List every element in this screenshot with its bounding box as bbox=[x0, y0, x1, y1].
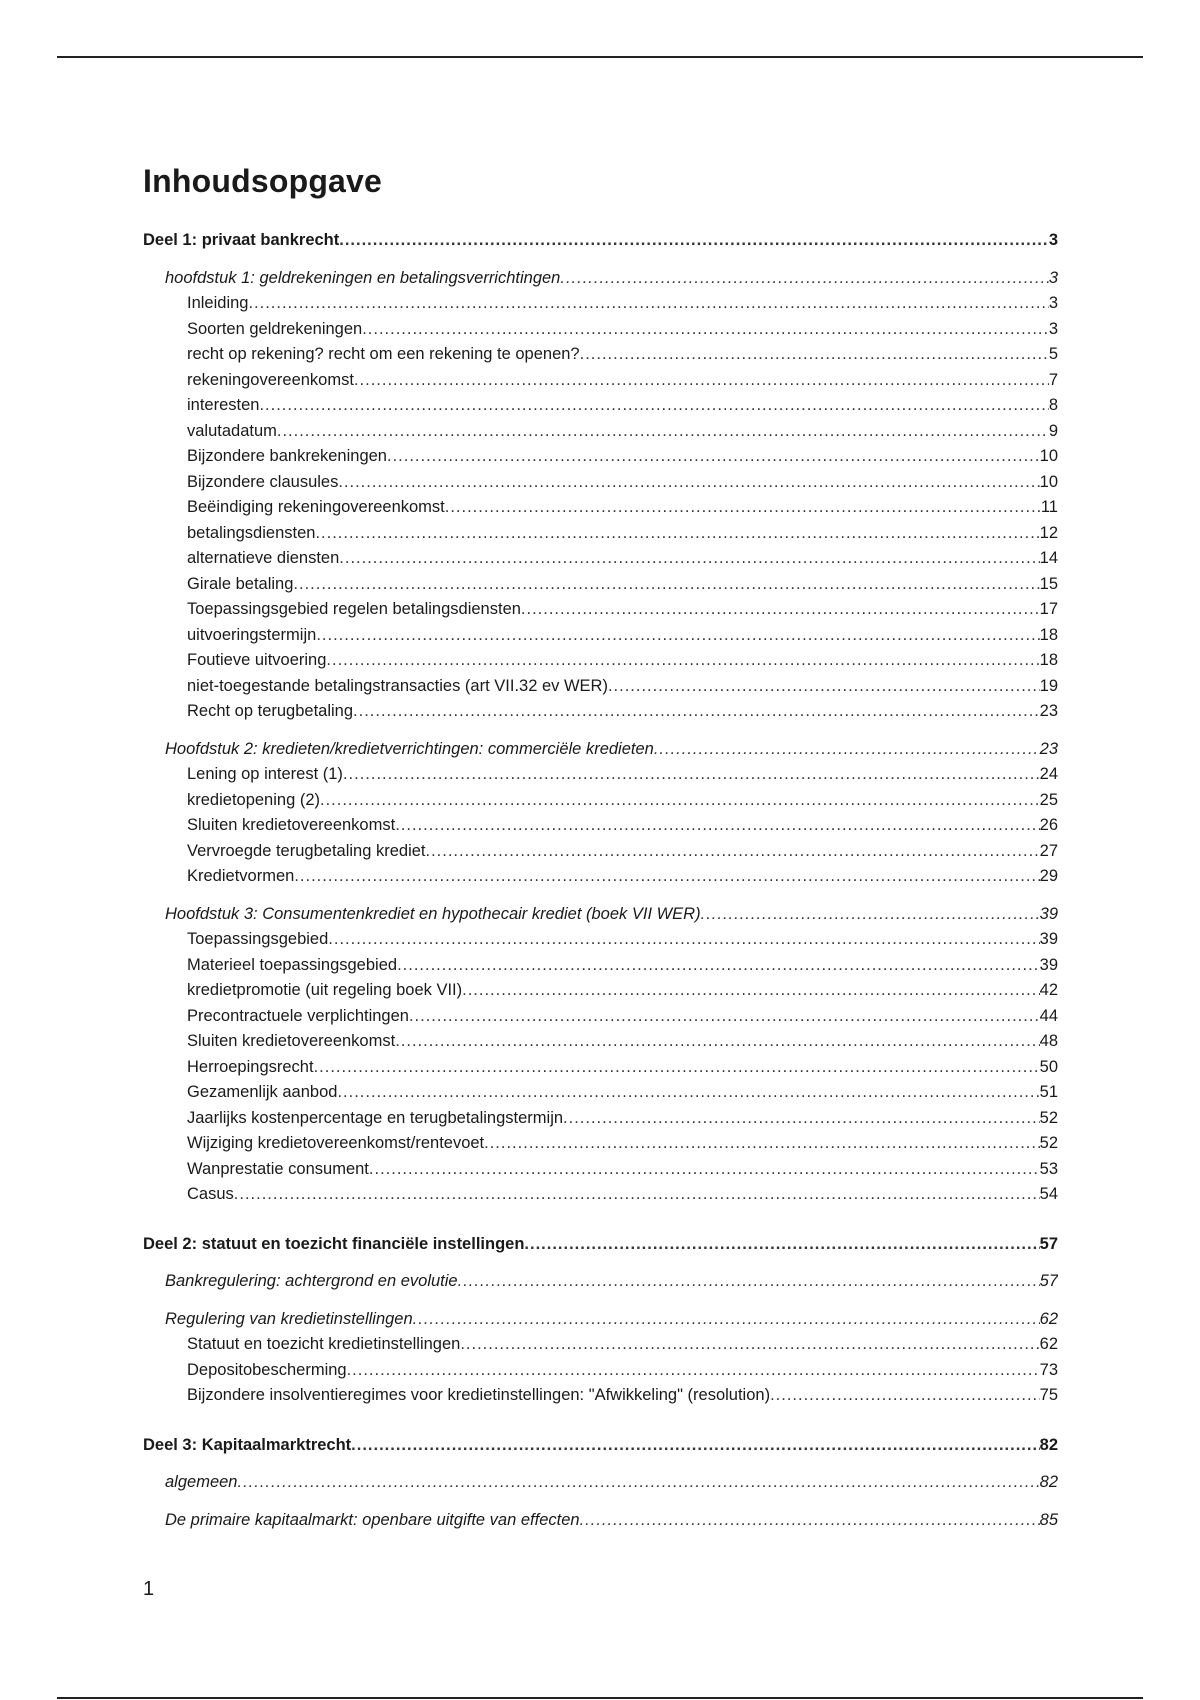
dot-leader bbox=[320, 788, 1040, 814]
toc-entry-page: 3 bbox=[1048, 268, 1058, 287]
dot-leader bbox=[343, 762, 1040, 788]
dot-leader bbox=[347, 1358, 1040, 1384]
toc-entry-page: 18 bbox=[1039, 651, 1058, 669]
dot-leader bbox=[397, 953, 1040, 979]
toc-entry-label: Toepassingsgebied regelen betalingsdiensten bbox=[187, 600, 521, 618]
dot-leader bbox=[580, 342, 1049, 368]
toc-entry[interactable] bbox=[143, 228, 1058, 254]
toc-entry-page: 5 bbox=[1048, 345, 1058, 363]
toc-entry[interactable] bbox=[143, 699, 1058, 725]
toc-entry-page: 39 bbox=[1039, 955, 1058, 974]
toc-entry[interactable] bbox=[143, 1358, 1058, 1384]
dot-leader bbox=[294, 864, 1039, 890]
toc-entry-page: 10 bbox=[1039, 472, 1058, 491]
dot-leader bbox=[362, 317, 1049, 343]
toc-entry[interactable] bbox=[143, 1508, 1058, 1534]
toc-entry-label: Depositobescherming bbox=[187, 1360, 347, 1379]
toc-entry-label: Lening op interest (1) bbox=[187, 765, 343, 783]
dot-leader bbox=[248, 291, 1048, 317]
toc-entry-label: alternatieve diensten bbox=[187, 549, 340, 567]
toc-entry[interactable] bbox=[143, 546, 1058, 572]
toc-entry[interactable] bbox=[143, 521, 1058, 547]
toc-entry-page: 8 bbox=[1048, 396, 1058, 414]
dot-leader bbox=[354, 368, 1049, 394]
dot-leader bbox=[339, 228, 1049, 254]
toc-entry-page: 12 bbox=[1039, 523, 1058, 542]
toc-entry-page: 25 bbox=[1039, 790, 1058, 809]
dot-leader bbox=[770, 1383, 1040, 1409]
dot-leader bbox=[395, 813, 1039, 839]
toc-entry-label: Precontractuele verplichtingen bbox=[187, 1006, 409, 1025]
toc-entry-label: rekeningovereenkomst bbox=[187, 370, 354, 389]
toc-entry-page: 82 bbox=[1039, 1435, 1058, 1454]
toc-entry[interactable] bbox=[143, 1004, 1058, 1030]
toc-entry-label: Bijzondere insolventieregimes voor kredietinstellingen: "Afwikkeling" (resolution) bbox=[187, 1386, 771, 1404]
toc-entry[interactable] bbox=[143, 953, 1058, 979]
toc-entry-label: De primaire kapitaalmarkt: openbare uitgifte van effecten bbox=[165, 1510, 580, 1529]
dot-leader bbox=[458, 1269, 1040, 1295]
toc-entry-label: Foutieve uitvoering bbox=[187, 651, 327, 669]
dot-leader bbox=[608, 674, 1040, 700]
toc-entry-page: 24 bbox=[1039, 765, 1058, 783]
toc-entry-page: 57 bbox=[1039, 1234, 1058, 1253]
toc-entry[interactable] bbox=[143, 623, 1058, 649]
toc-entry-label: Soorten geldrekeningen bbox=[187, 319, 363, 338]
dot-leader bbox=[413, 1307, 1040, 1333]
toc-entry-label: Casus bbox=[187, 1185, 234, 1203]
toc-entry[interactable] bbox=[143, 864, 1058, 890]
toc-entry[interactable] bbox=[143, 737, 1058, 763]
toc-entry-label: Wijziging kredietovereenkomst/rentevoet bbox=[187, 1134, 485, 1152]
toc-entry[interactable] bbox=[143, 1106, 1058, 1132]
toc-entry[interactable] bbox=[143, 788, 1058, 814]
toc-entry[interactable] bbox=[143, 597, 1058, 623]
toc-entry-page: 52 bbox=[1039, 1108, 1058, 1127]
toc-entry[interactable] bbox=[143, 291, 1058, 317]
toc-entry[interactable] bbox=[143, 674, 1058, 700]
toc-entry-label: Recht op terugbetaling bbox=[187, 702, 354, 720]
dot-leader bbox=[563, 1106, 1040, 1132]
toc-entry-label: algemeen bbox=[165, 1473, 238, 1491]
dot-leader bbox=[326, 648, 1039, 674]
toc-entry-label: valutadatum bbox=[187, 421, 277, 440]
toc-entry-page: 26 bbox=[1039, 816, 1058, 834]
toc-entry-label: Regulering van kredietinstellingen bbox=[165, 1309, 413, 1328]
toc-entry-label: interesten bbox=[187, 396, 260, 414]
toc-entry-page: 10 bbox=[1039, 447, 1058, 465]
toc-entry[interactable] bbox=[143, 1131, 1058, 1157]
dot-leader bbox=[521, 597, 1040, 623]
toc-entry[interactable] bbox=[143, 393, 1058, 419]
dot-leader bbox=[328, 927, 1039, 953]
dot-leader bbox=[701, 902, 1040, 928]
toc-entry[interactable] bbox=[143, 470, 1058, 496]
footer-rule bbox=[57, 1697, 1143, 1699]
toc-entry[interactable] bbox=[143, 317, 1058, 343]
toc-entry[interactable] bbox=[143, 1269, 1058, 1295]
toc-entry[interactable] bbox=[143, 1080, 1058, 1106]
toc-entry-label: Deel 2: statuut en toezicht financiële instellingen bbox=[143, 1234, 525, 1253]
toc-entry-page: 50 bbox=[1039, 1057, 1058, 1076]
dot-leader bbox=[369, 1157, 1040, 1183]
toc-entry[interactable] bbox=[143, 1307, 1058, 1333]
toc-entry-label: Herroepingsrecht bbox=[187, 1057, 314, 1076]
dot-leader bbox=[277, 419, 1049, 445]
toc-entry-page: 73 bbox=[1039, 1360, 1058, 1379]
toc-entry[interactable] bbox=[143, 839, 1058, 865]
toc-entry-label: betalingsdiensten bbox=[187, 523, 316, 542]
toc-entry-page: 19 bbox=[1039, 676, 1058, 695]
toc-entry-page: 23 bbox=[1039, 702, 1058, 720]
dot-leader bbox=[314, 1055, 1040, 1081]
toc-entry-label: uitvoeringstermijn bbox=[187, 625, 317, 644]
toc-entry-label: niet-toegestande betalingstransacties (art VII.32 ev WER) bbox=[187, 676, 608, 695]
toc-entry-page: 27 bbox=[1039, 841, 1058, 860]
toc-entry-label: Materieel toepassingsgebied bbox=[187, 955, 398, 974]
dot-leader bbox=[460, 1332, 1039, 1358]
toc-entry-page: 18 bbox=[1039, 625, 1058, 644]
dot-leader bbox=[293, 572, 1039, 598]
toc-entry-label: Girale betaling bbox=[187, 574, 294, 593]
dot-leader bbox=[316, 623, 1039, 649]
dot-leader bbox=[445, 495, 1041, 521]
table-of-contents bbox=[143, 228, 1058, 1533]
toc-entry[interactable] bbox=[143, 1182, 1058, 1208]
toc-entry-page: 51 bbox=[1039, 1083, 1058, 1101]
dot-leader bbox=[462, 978, 1040, 1004]
toc-entry[interactable] bbox=[143, 1232, 1058, 1258]
toc-entry-label: kredietpromotie (uit regeling boek VII) bbox=[187, 981, 463, 999]
toc-entry-page: 39 bbox=[1039, 930, 1058, 948]
toc-entry-label: Inleiding bbox=[187, 294, 249, 312]
toc-entry-page: 75 bbox=[1039, 1386, 1058, 1404]
toc-entry-label: Bankregulering: achtergrond en evolutie bbox=[165, 1272, 458, 1290]
dot-leader bbox=[237, 1470, 1039, 1496]
toc-entry[interactable] bbox=[143, 927, 1058, 953]
toc-entry-page: 44 bbox=[1039, 1006, 1058, 1025]
toc-entry-page: 54 bbox=[1039, 1185, 1058, 1203]
page-title: Inhoudsopgave bbox=[143, 163, 383, 199]
dot-leader bbox=[580, 1508, 1040, 1534]
toc-entry-page: 11 bbox=[1040, 498, 1058, 516]
toc-entry-page: 14 bbox=[1039, 549, 1058, 567]
toc-entry-label: Beëindiging rekeningovereenkomst bbox=[187, 498, 445, 516]
toc-entry-page: 9 bbox=[1048, 421, 1058, 440]
toc-entry[interactable] bbox=[143, 813, 1058, 839]
dot-leader bbox=[339, 546, 1039, 572]
toc-entry-label: Statuut en toezicht kredietinstellingen bbox=[187, 1335, 461, 1353]
toc-entry-page: 23 bbox=[1039, 739, 1058, 758]
dot-leader bbox=[654, 737, 1040, 763]
toc-entry-label: Deel 3: Kapitaalmarktrecht bbox=[143, 1435, 352, 1454]
toc-entry-label: Bijzondere bankrekeningen bbox=[187, 447, 387, 465]
toc-entry-page: 82 bbox=[1039, 1473, 1058, 1491]
toc-entry-page: 53 bbox=[1039, 1159, 1058, 1178]
toc-entry-page: 42 bbox=[1039, 981, 1058, 999]
toc-entry[interactable] bbox=[143, 572, 1058, 598]
toc-entry-page: 85 bbox=[1039, 1510, 1058, 1529]
toc-entry-label: Bijzondere clausules bbox=[187, 472, 339, 491]
toc-entry-label: kredietopening (2) bbox=[187, 790, 320, 809]
toc-entry[interactable] bbox=[143, 978, 1058, 1004]
dot-leader bbox=[395, 1029, 1039, 1055]
toc-entry[interactable] bbox=[143, 342, 1058, 368]
toc-entry[interactable] bbox=[143, 902, 1058, 928]
dot-leader bbox=[315, 521, 1039, 547]
dot-leader bbox=[351, 1433, 1039, 1459]
toc-entry-label: Toepassingsgebied bbox=[187, 930, 329, 948]
toc-entry-label: Hoofdstuk 2: kredieten/kredietverrichtingen: commerciële kredieten bbox=[165, 739, 654, 758]
toc-entry-page: 48 bbox=[1039, 1032, 1058, 1050]
toc-entry-page: 29 bbox=[1039, 867, 1058, 885]
toc-entry[interactable] bbox=[143, 1470, 1058, 1496]
toc-entry-label: Jaarlijks kostenpercentage en terugbetalingstermijn bbox=[187, 1108, 564, 1127]
toc-entry-label: Kredietvormen bbox=[187, 867, 295, 885]
dot-leader bbox=[409, 1004, 1040, 1030]
toc-entry-label: Sluiten kredietovereenkomst bbox=[187, 816, 396, 834]
toc-entry[interactable] bbox=[143, 1055, 1058, 1081]
toc-entry[interactable] bbox=[143, 419, 1058, 445]
toc-entry-page: 39 bbox=[1039, 904, 1058, 923]
dot-leader bbox=[524, 1232, 1039, 1258]
toc-entry-page: 15 bbox=[1039, 574, 1058, 593]
toc-entry[interactable] bbox=[143, 762, 1058, 788]
page-number: 1 bbox=[143, 1578, 155, 1600]
toc-entry[interactable] bbox=[143, 266, 1058, 292]
toc-entry[interactable] bbox=[143, 1157, 1058, 1183]
dot-leader bbox=[353, 699, 1040, 725]
toc-entry[interactable] bbox=[143, 1433, 1058, 1459]
toc-entry[interactable] bbox=[143, 444, 1058, 470]
toc-entry[interactable] bbox=[143, 495, 1058, 521]
toc-entry[interactable] bbox=[143, 1332, 1058, 1358]
toc-entry-page: 3 bbox=[1048, 231, 1058, 249]
toc-entry-page: 17 bbox=[1039, 600, 1058, 618]
dot-leader bbox=[234, 1182, 1040, 1208]
dot-leader bbox=[259, 393, 1048, 419]
dot-leader bbox=[338, 470, 1039, 496]
toc-entry-label: Vervroegde terugbetaling krediet bbox=[187, 841, 426, 860]
toc-entry-label: Hoofdstuk 3: Consumentenkrediet en hypothecair krediet (boek VII WER) bbox=[165, 904, 701, 923]
toc-entry[interactable] bbox=[143, 648, 1058, 674]
toc-entry[interactable] bbox=[143, 1029, 1058, 1055]
toc-entry-page: 52 bbox=[1039, 1134, 1058, 1152]
toc-entry-label: recht op rekening? recht om een rekening te openen? bbox=[187, 345, 580, 363]
dot-leader bbox=[337, 1080, 1039, 1106]
toc-entry-page: 7 bbox=[1048, 370, 1058, 389]
dot-leader bbox=[426, 839, 1040, 865]
toc-entry-page: 57 bbox=[1039, 1272, 1058, 1290]
toc-entry-label: Deel 1: privaat bankrecht bbox=[143, 231, 340, 249]
dot-leader bbox=[484, 1131, 1040, 1157]
toc-entry-label: Wanprestatie consument bbox=[187, 1159, 369, 1178]
toc-entry-label: Sluiten kredietovereenkomst bbox=[187, 1032, 396, 1050]
toc-entry-label: hoofdstuk 1: geldrekeningen en betalingsverrichtingen bbox=[165, 268, 561, 287]
header-rule bbox=[57, 56, 1143, 58]
toc-entry-page: 3 bbox=[1048, 294, 1058, 312]
toc-entry-page: 3 bbox=[1048, 319, 1058, 338]
dot-leader bbox=[387, 444, 1040, 470]
toc-entry-page: 62 bbox=[1039, 1335, 1058, 1353]
toc-entry[interactable] bbox=[143, 1383, 1058, 1409]
toc-entry-label: Gezamenlijk aanbod bbox=[187, 1083, 338, 1101]
toc-entry-page: 62 bbox=[1039, 1309, 1058, 1328]
dot-leader bbox=[560, 266, 1048, 292]
toc-entry[interactable] bbox=[143, 368, 1058, 394]
